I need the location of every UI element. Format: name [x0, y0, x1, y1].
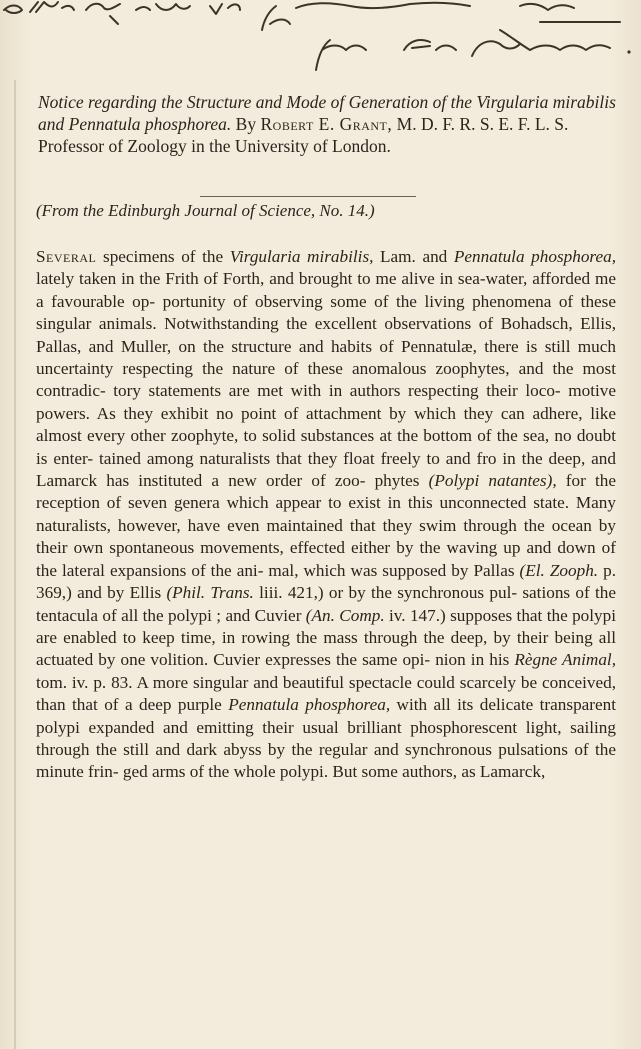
handwritten-inscription-svg — [0, 0, 641, 80]
body-run: tom. iv. p. 83. A more singular and beautiful spectacle could scarcely be conceived, than that of a deep purple — [36, 672, 616, 715]
body-run: p. 369,) and by Ellis — [36, 560, 616, 603]
opening-word: Several — [36, 247, 97, 266]
italic-term: (El. Zooph. — [519, 560, 599, 580]
italic-term: Pennatula phosphorea, — [453, 247, 616, 266]
body-paragraph — [36, 246, 616, 784]
by-label: By — [235, 114, 257, 134]
article-body — [36, 246, 616, 784]
italic-term: (An. Comp. — [305, 605, 385, 625]
italic-term: (Phil. Trans. — [166, 583, 254, 603]
body-run: for the reception of seven genera which appear to exist in this unconnected state. Many naturalists, however, have even maintained that they swim through the ocean by their own spontaneous movements, effected either by the waving up and down of the lateral expansions of the ani- mal, which was supposed by Pallas — [36, 471, 616, 580]
article-title: Notice regarding the Structure and Mode of Generation of the Virgularia mirabilis and Pennatula phosphorea. — [38, 92, 616, 134]
separator-rule — [200, 196, 416, 197]
body-run: with all its delicate transparent polypi expanded and emitting their usual brilliant phosphorescent light, sailing through the still and dark abyss by the regular and synchronous pulsations of the minute frin- ged arms of the whole polypi. But some authors, as Lamarck, — [36, 695, 617, 782]
body-text-segments — [36, 247, 616, 781]
author-name: Robert E. Grant, — [260, 114, 393, 134]
article-heading — [38, 91, 618, 157]
body-run: Lam. and — [373, 247, 454, 266]
body-run: liii. 421,) or by the synchronous pul- sations of the tentacula of all the polypi ; and Cuvier — [36, 583, 616, 625]
italic-term: (Polypi natantes), — [428, 471, 557, 491]
italic-term: Virgularia mirabilis, — [229, 247, 374, 266]
italic-term: Pennatula phosphorea, — [228, 695, 391, 715]
body-run: lately taken in the Frith of Forth, and brought to me alive in sea-water, afforded me a favourable op- portunity of observing some of the living phenomena of these singular animals. Notwithstanding the excellent observations of Bohadsch, Ellis, Pallas, and Muller, on the structure and habits of Pennatulæ, there is still much uncertainty respecting the nature of these anomalous zoophytes, and the most contradic- tory statements are met with in authors respecting their loco- motive powers. As they exhibit no point of attachment by which they can adhere, like almost every other zoophyte, to solid substances at the bottom of the sea, no doubt is enter- tained among naturalists that they float freely to and fro in the deep, and Lamarck has instituted a new order of zoo- phytes — [36, 269, 616, 491]
italic-term: Règne Animal, — [514, 650, 616, 670]
author-credentials: M. D. F. R. S. E. F. L. S. Professor of Zoology in the University of London. — [38, 114, 569, 156]
body-run: iv. 147.) supposes that the polypi are enabled to keep time, in rowing the mass through the deep, by their being all actuated by one volition. Cuvier expresses the same opi- nion in his — [36, 605, 616, 670]
binding-edge — [14, 80, 16, 1049]
body-run: specimens of the — [96, 247, 230, 266]
source-citation: (From the Edinburgh Journal of Science, No. 14.) — [36, 201, 375, 220]
handwritten-inscription — [0, 0, 641, 80]
